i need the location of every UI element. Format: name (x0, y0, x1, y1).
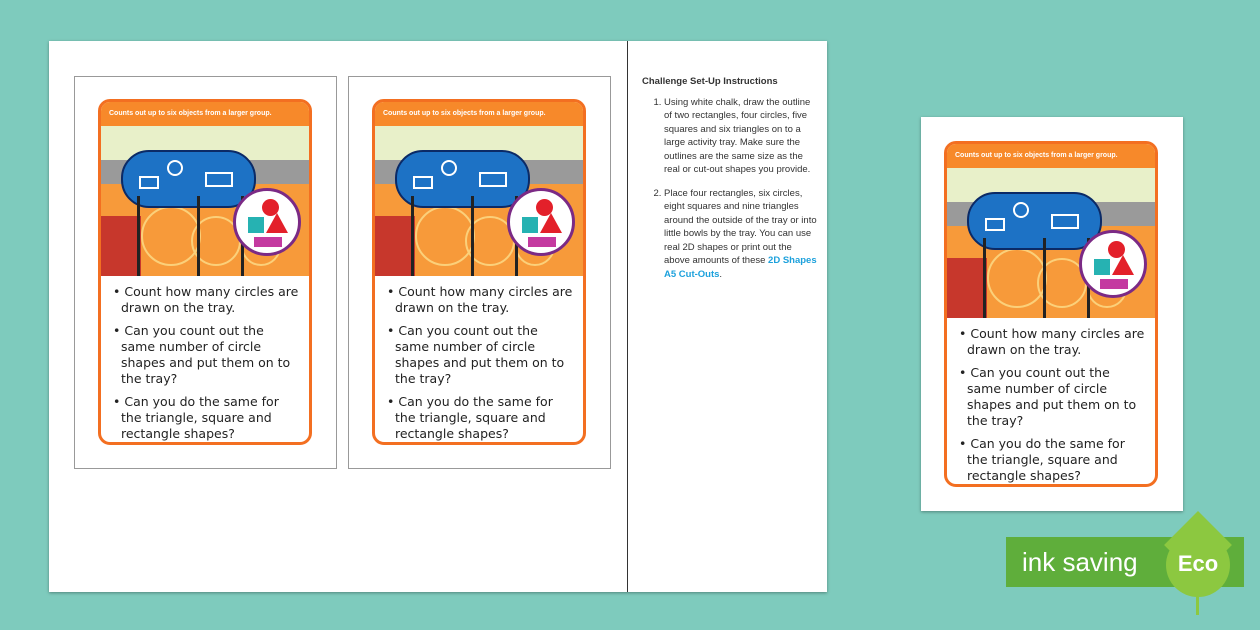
bullet-item: • Can you count out the same number of circle shapes and put them on to the tray? (113, 323, 291, 386)
card-header: Counts out up to six objects from a larger group. (375, 102, 583, 126)
bullet-item: • Count how many circles are drawn on the tray. (959, 326, 1145, 357)
card-header: Counts out up to six objects from a larger group. (947, 144, 1155, 168)
printable-sheet (49, 41, 827, 592)
shapes-icon (1079, 230, 1147, 298)
card-illustration (947, 168, 1155, 318)
eco-label: Eco (1177, 551, 1219, 576)
card-cutout-right (348, 76, 611, 469)
card-illustration (101, 126, 309, 276)
card-header: Counts out up to six objects from a larger group. (101, 102, 309, 126)
fold-line (627, 41, 628, 592)
card-illustration (375, 126, 583, 276)
challenge-card (98, 99, 312, 445)
leaf-drop-icon (1166, 495, 1230, 607)
bullet-item: • Can you do the same for the triangle, square and rectangle shapes? (387, 394, 553, 441)
challenge-card (944, 141, 1158, 487)
shapes-icon (233, 188, 301, 256)
ink-saving-eco-badge (1006, 537, 1244, 587)
cutouts-link[interactable]: 2D Shapes A5 Cut-Outs (664, 255, 817, 280)
setup-instructions (642, 75, 817, 291)
bullet-item: • Can you count out the same number of circle shapes and put them on to the tray? (387, 323, 565, 386)
bullet-item: • Can you count out the same number of circle shapes and put them on to the tray? (959, 365, 1137, 428)
card-bullets (101, 276, 309, 442)
instruction-step: 2. Place four rectangles, six circles, eight squares and nine triangles around the outside of the tray or into little bowls by the tray. You can use real 2D shapes or print out the above amounts of these 2D Shapes A5 Cut-Outs. (664, 187, 817, 282)
activity-tray (395, 150, 530, 208)
activity-tray (967, 192, 1102, 250)
ink-saving-label: ink saving (1022, 547, 1138, 577)
instructions-title: Challenge Set-Up Instructions (642, 76, 778, 87)
bullet-item: • Count how many circles are drawn on the tray. (387, 284, 573, 315)
instruction-step: 1. Using white chalk, draw the outline of two rectangles, four circles, five squares and six triangles on to a large activity tray. Make sure the outlines are the same size as the real or cut-out shapes you provide. (664, 96, 817, 177)
shapes-icon (507, 188, 575, 256)
bullet-item: • Count how many circles are drawn on the tray. (113, 284, 299, 315)
challenge-card (372, 99, 586, 445)
bullet-item: • Can you do the same for the triangle, square and rectangle shapes? (113, 394, 279, 441)
card-bullets (375, 276, 583, 442)
single-card-preview (921, 117, 1183, 511)
activity-tray (121, 150, 256, 208)
card-cutout-left (74, 76, 337, 469)
card-bullets (947, 318, 1155, 484)
bullet-item: • Can you do the same for the triangle, square and rectangle shapes? (959, 436, 1125, 483)
